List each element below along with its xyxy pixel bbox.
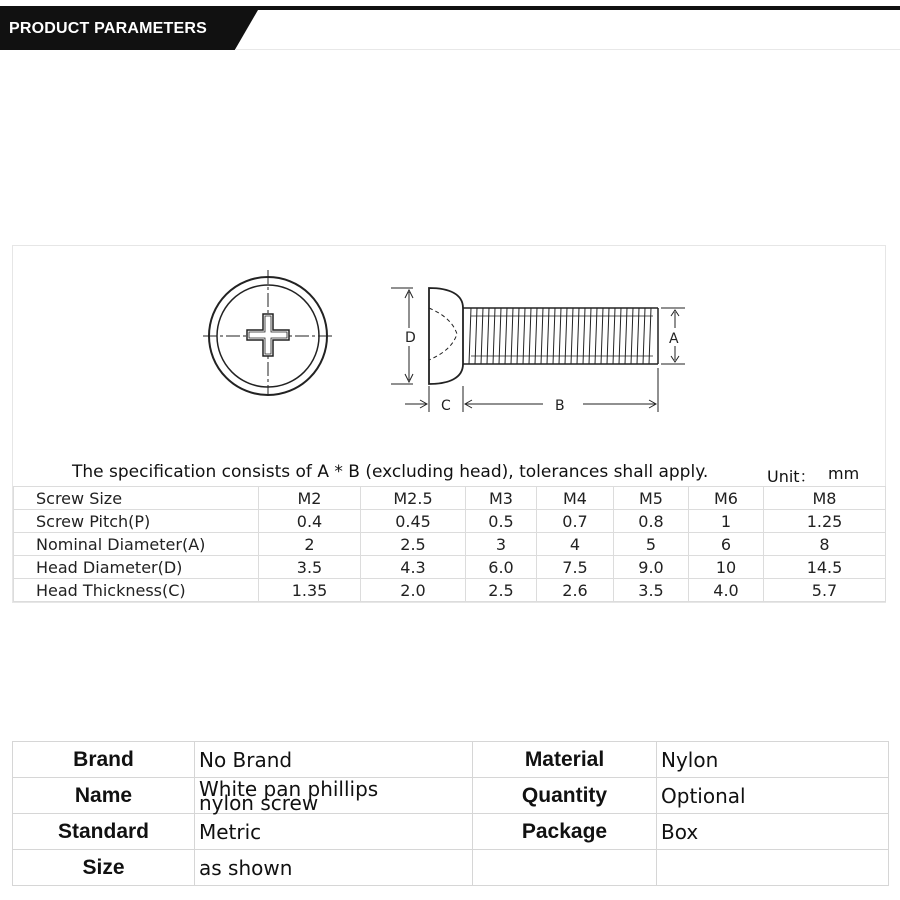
spec-cell: 1.35 bbox=[259, 579, 361, 602]
spec-cell: 0.45 bbox=[361, 510, 466, 533]
spec-cell: 8 bbox=[764, 533, 886, 556]
info-value: Nylon bbox=[657, 742, 889, 778]
spec-cell: 4 bbox=[537, 533, 614, 556]
info-key: Size bbox=[13, 850, 195, 886]
spec-card bbox=[12, 245, 886, 603]
spec-cell: M6 bbox=[689, 487, 764, 510]
screw-side-view bbox=[391, 288, 685, 412]
spec-cell: 2.5 bbox=[466, 579, 537, 602]
spec-cell: 6 bbox=[689, 533, 764, 556]
spec-row bbox=[14, 533, 886, 556]
header-underline bbox=[236, 49, 900, 50]
dimension-label-b: B bbox=[555, 398, 565, 414]
spec-cell: 9.0 bbox=[614, 556, 689, 579]
info-value: Optional bbox=[657, 778, 889, 814]
info-key: Standard bbox=[13, 814, 195, 850]
spec-row-label: Head Thickness(C) bbox=[14, 579, 259, 602]
spec-cell: 0.5 bbox=[466, 510, 537, 533]
spec-cell: 5 bbox=[614, 533, 689, 556]
spec-cell: 0.4 bbox=[259, 510, 361, 533]
spec-row-label: Screw Pitch(P) bbox=[14, 510, 259, 533]
info-value bbox=[657, 850, 889, 886]
spec-row bbox=[14, 487, 886, 510]
spec-row-label: Nominal Diameter(A) bbox=[14, 533, 259, 556]
info-value: Metric bbox=[195, 814, 473, 850]
info-value: Box bbox=[657, 814, 889, 850]
spec-cell: 1 bbox=[689, 510, 764, 533]
spec-cell: 0.8 bbox=[614, 510, 689, 533]
spec-cell: 6.0 bbox=[466, 556, 537, 579]
spec-note-row bbox=[13, 460, 885, 486]
section-title: PRODUCT PARAMETERS bbox=[9, 20, 207, 37]
spec-cell: 3.5 bbox=[259, 556, 361, 579]
spec-cell: 5.7 bbox=[764, 579, 886, 602]
spec-cell: M2.5 bbox=[361, 487, 466, 510]
spec-cell: 3.5 bbox=[614, 579, 689, 602]
screw-drawing bbox=[13, 246, 885, 460]
spec-cell: 2 bbox=[259, 533, 361, 556]
spec-cell: 10 bbox=[689, 556, 764, 579]
info-key: Package bbox=[473, 814, 657, 850]
info-value bbox=[195, 778, 473, 814]
spec-cell: M5 bbox=[614, 487, 689, 510]
unit-label: Unit： bbox=[767, 467, 816, 486]
spec-cell: 14.5 bbox=[764, 556, 886, 579]
spec-row bbox=[14, 510, 886, 533]
info-key: Brand bbox=[13, 742, 195, 778]
info-key bbox=[473, 850, 657, 886]
info-key: Quantity bbox=[473, 778, 657, 814]
info-value-text: White pan phillips nylon screw bbox=[199, 776, 379, 815]
dimension-label-a: A bbox=[669, 331, 679, 347]
spec-cell: M2 bbox=[259, 487, 361, 510]
spec-cell: 2.5 bbox=[361, 533, 466, 556]
info-value: No Brand bbox=[195, 742, 473, 778]
unit-value: mm bbox=[828, 464, 860, 483]
dimension-label-c: C bbox=[441, 398, 451, 414]
dimension-label-d: D bbox=[405, 330, 416, 346]
spec-row bbox=[14, 579, 886, 602]
spec-row-label: Head Diameter(D) bbox=[14, 556, 259, 579]
info-row bbox=[13, 778, 889, 814]
spec-table bbox=[13, 486, 886, 602]
screw-top-view bbox=[203, 270, 335, 396]
spec-cell: M4 bbox=[537, 487, 614, 510]
product-info-table bbox=[12, 741, 889, 886]
info-row bbox=[13, 742, 889, 778]
spec-cell: 4.3 bbox=[361, 556, 466, 579]
spec-cell: 4.0 bbox=[689, 579, 764, 602]
header-top-rule bbox=[0, 6, 900, 10]
info-value: as shown bbox=[195, 850, 473, 886]
spec-note: The specification consists of A * B (excluding head), tolerances shall apply. bbox=[72, 462, 709, 482]
info-row bbox=[13, 850, 889, 886]
spec-row bbox=[14, 556, 886, 579]
spec-cell: 2.0 bbox=[361, 579, 466, 602]
spec-cell: 7.5 bbox=[537, 556, 614, 579]
spec-cell: 1.25 bbox=[764, 510, 886, 533]
spec-cell: M8 bbox=[764, 487, 886, 510]
spec-row-label: Screw Size bbox=[14, 487, 259, 510]
info-key: Material bbox=[473, 742, 657, 778]
info-row bbox=[13, 814, 889, 850]
spec-cell: 2.6 bbox=[537, 579, 614, 602]
spec-cell: 0.7 bbox=[537, 510, 614, 533]
info-key: Name bbox=[13, 778, 195, 814]
spec-cell: M3 bbox=[466, 487, 537, 510]
spec-cell: 3 bbox=[466, 533, 537, 556]
